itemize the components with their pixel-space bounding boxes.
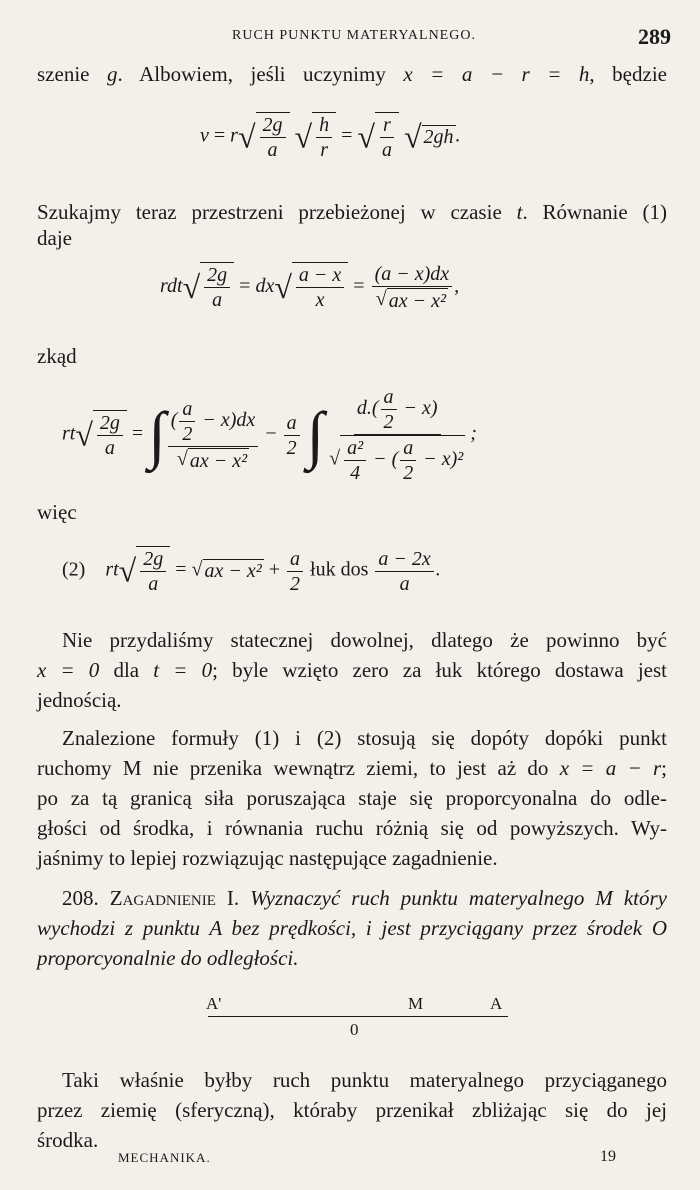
figure-label-m: M	[408, 994, 424, 1013]
equation-velocity: v = r√ $\frac{2g}{a}$ √ $\frac{h}{r}$ = √ $\frac{r}{a}$ √ 2gh .	[200, 114, 461, 161]
para3-line3: proporcyonalnie do odległości.	[37, 946, 299, 970]
text-line-1: szenie g. Albowiem, jeśli uczynimy x = a − r = h, będzie	[37, 62, 667, 86]
figure-axis-line	[208, 1016, 508, 1017]
problem-title: Zagadnienie I.	[109, 886, 240, 910]
equation-rdt: rdt√ $\frac{2g}{a}$ = dx√ $\frac{a - x}{x}$ = $\frac{(a - x)dx}{\text{√ ax − x²}}$ ,	[160, 263, 460, 312]
figure-label-o: 0	[350, 1020, 359, 1039]
text-line-daje: daje	[37, 226, 72, 250]
figure-label-a-prime: A'	[206, 994, 222, 1013]
para4-line2: przez ziemię (sferyczną), któraby przenikał zbliżając się do jej	[37, 1098, 667, 1122]
para1-line2: x = 0 dla t = 0; byle wzięto zero za łuk którego dostawa jest	[37, 658, 667, 682]
line-figure	[200, 994, 510, 1042]
footer-sheet-number: 19	[600, 1148, 616, 1165]
para2-line4: głości od środka, i równania ruchu różnią się od powyższych. Wy-	[37, 816, 667, 840]
para2-line1: Znalezione formuły (1) i (2) stosują się dopóty dopóki punkt	[62, 726, 667, 750]
equation-2: (2) rt√ $\frac{2g}{a}$ = √ ax − x² + $\frac{a}{2}$ łuk dos $\frac{a - 2x}{a}$ .	[62, 547, 441, 595]
para3-line1: 208. Zagadnienie I. Wyznaczyć ruch punktu materyalnego M który	[62, 886, 668, 910]
running-head: RUCH PUNKTU MATERYALNEGO.	[232, 28, 476, 43]
para4-line1: Taki właśnie byłby ruch punktu materyalnego przyciąganego	[62, 1068, 667, 1092]
para3-line2: wychodzi z punktu A bez prędkości, i jest przyciągany przez środek O	[37, 916, 667, 940]
footer-signature: MECHANIKA.	[118, 1150, 211, 1165]
page-header	[0, 24, 700, 52]
equation-integral: rt√ $\frac{2g}{a}$ = ∫ ( $\frac{a}{2}$ − x)dx √ ax − x² − $\frac{a}{2}$ ∫ d.( $\frac{a}{2}$ − x) √ $\frac{\text{a²}}{4}$ − ( $\frac{a}{2}$ − x)² ;	[62, 386, 477, 484]
para1-line3: jednością.	[37, 688, 122, 712]
text-line-szukajmy: Szukajmy teraz przestrzeni przebieżonej w czasie t. Równanie (1)	[37, 200, 667, 224]
text-line-zkad: zkąd	[37, 344, 77, 368]
para4-line3: środka.	[37, 1128, 99, 1152]
para2-line2: ruchomy M nie przenika wewnątrz ziemi, to jest aż do x = a − r;	[37, 756, 667, 780]
page-number: 289	[638, 24, 671, 49]
para1-line1: Nie przydaliśmy statecznej dowolnej, dlatego że powinno być	[62, 628, 667, 652]
figure-label-a: A	[490, 994, 503, 1013]
text-line-wiec: więc	[37, 500, 77, 524]
para2-line3: po za tą granicą siła poruszająca staje się proporcyonalna do odle-	[37, 786, 667, 810]
para2-line5: jaśnimy to lepiej rozwiązując następujące zagadnienie.	[37, 846, 498, 870]
